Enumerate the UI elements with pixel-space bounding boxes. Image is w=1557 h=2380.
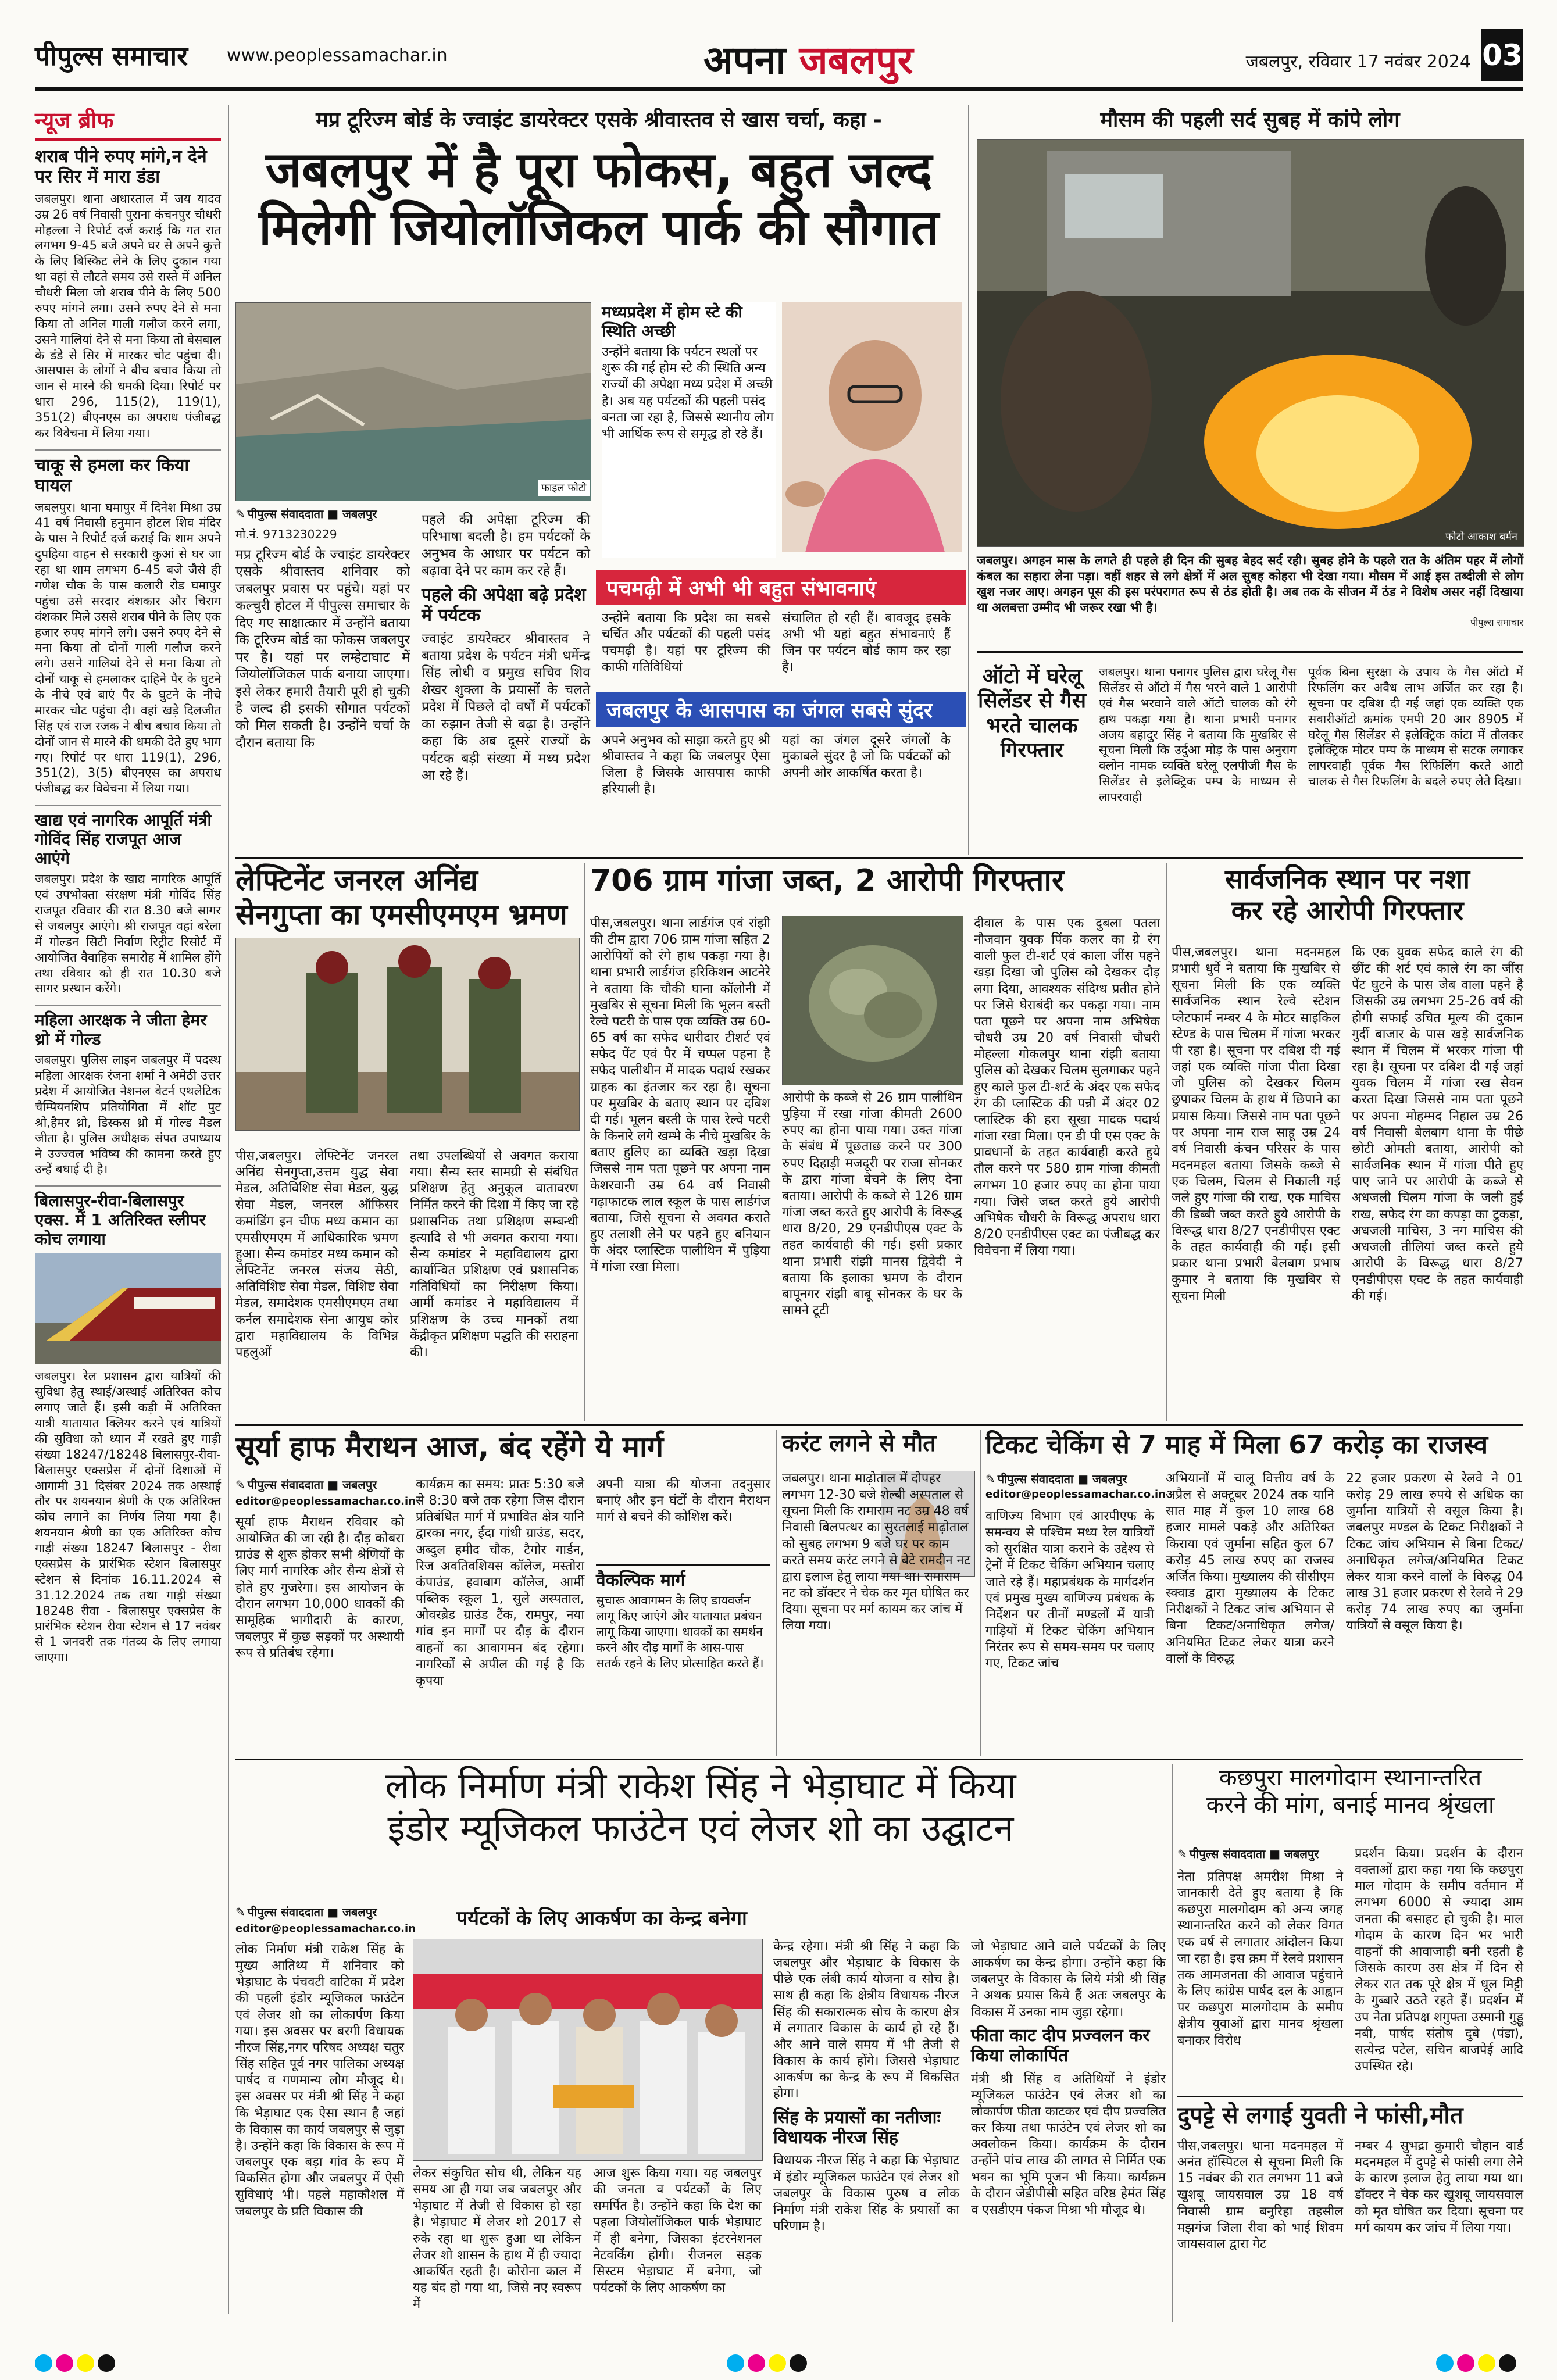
column-divider [776,1430,777,1756]
auto-gas-story [977,651,1523,850]
byline-name: पीपुल्स संवाददाता [1189,1847,1266,1861]
brief-body: जबलपुर। पुलिस लाइन जबलपुर में पदस्थ महिला आरक्षक रंजना शर्मा ने अमेठी उत्तर प्रदेश में आयोजित नेशनल वेटर्न एथलेटिक चैम्पियनशिप प्रतियोगिता में शॉट पुट श्रो,हैमर थ्रो, डिस्कस थ्रो में गोल्ड मैडल जीता है। पुलिस अधीक्षक संपत उपाध्याय ने उज्ज्वल भविष्य की कामना करते हुए उन्हें बधाई दी है। [35,1053,221,1177]
pen-icon: ✎ [985,1472,995,1486]
column-divider [1166,863,1167,1421]
army-story [235,863,578,1421]
fountain-col-4a: जो भेड़ाघाट आने वाले पर्यटकों के लिए आकर्षण का केन्द्र होगा। उन्होंने कहा कि जबलपुर के विकास के लिये मंत्री श्री सिंह ने अथक प्रयास किये हैं अतः जबलपुर के विकास में उनका नाम जुड़ा रहेगा। [971,1939,1166,2020]
photo-caption: फाइल फोटो [538,480,590,496]
ganja-col-3: दीवाल के पास एक दुबला पतला नौजवान युवक पिंक कलर का ग्रे रंग वाली फुल टी-शर्ट एवं काला जींस पहने खड़ा दिखा जो पुलिस को देखकर दौड़ लगा दिया, आवश्यक संदिग्ध प्रतीत होने पर जिसे घेराबंदी कर पकड़ा गया। नाम पता पूछने पर अपना नाम अभिषेक चौधरी उम्र 20 वर्ष निवासी चौधरी मोहल्ला गोकलपुर थाना रांझी बताया पुलिस को देखकर चिलम सुलगाकर पहने हुए काले फुल टी-शर्ट के अंदर एक सफेद रंग की प्लास्टिक की पन्नी में अंदर 02 प्लास्टिक की हरा सूखा मादक पदार्थ गांजा रखा मिला। एन डी पी एस एक्ट के प्रावधानों के तहत कार्यवाही करते हुये तौल करने पर 580 ग्राम गांजा कीमती लगभग 10 हजार रुपए का होना पाया गया। जिसे जब्त करते हुये आरोपी अभिषेक चौधरी के विरूद्ध अपराध धारा 8/20 एनडीपीएस एक्ट का पंजीबद्ध कर विवेचना में लिया गया। [974,916,1160,1259]
news-brief-label: न्यूज ब्रीफ [35,105,221,141]
army-col-2: तथा उपलब्धियों से अवगत कराया गया। सैन्य स्तर सामग्री से संबंधित प्रशिक्षण हेतु अनुकूल वातावरण निर्मित करने की दिशा में किए जा रहे प्रशासनिक तथा प्रशिक्षण सम्बन्धी इत्यादि से भी अवगत कराया गया। सैन्य कमांडर ने महाविद्यालय द्वारा कार्यान्वित प्रशिक्षण एवं प्रशासनिक गतिविधियों का निरीक्षण किया। आर्मी कमांडर ने महाविद्यालय में प्रशिक्षण के उच्च मानकों तथा केंद्रीकृत प्रशिक्षण पद्धति की सराहना की। [410,1149,578,1360]
kachhpura-col-1: नेता प्रतिपक्ष अमरीश मिश्रा ने जानकारी देते हुए बताया है कि कछपुरा मालगोदाम को अन्य जगह स्थानान्तरित करने को लेकर विगत एक वर्ष से लगातार आंदोलन किया जा रहा है। इस क्रम में रेलवे प्रशासन तक आमजनता की आवाज पहुंचाने के लिए कांग्रेस पार्षद दल के आह्वान पर कछपुरा मालगोदाम के समीप क्षेत्रीय युवाओं द्वारा मानव श्रृंखला बनाकर विरोध [1177,1870,1343,2048]
section-title-a: अपना [703,38,786,83]
pen-icon: ✎ [235,1905,245,1919]
lead-story [235,105,962,855]
alternate-route-body: सुचारू आवागमन के लिए डायवर्जन लागू किए जाएंगे और यातायात प्रबंधन लागू किया जाएगा। धावकों का समर्थन करने और दौड़ मार्गों के आस-पास सतर्क रहने के लिए प्रोत्साहित करते हैं। [596,1593,764,1670]
byline-name: पीपुल्स संवाददाता [247,507,324,521]
nasha-col-1: पीस,जबलपुर। थाना मदनमहल प्रभारी धुर्वे ने बताया कि मुखबिर से सूचना मिली कि एक व्यक्ति सार्वजनिक स्थान रेल्वे स्टेशन प्लेटफार्म नम्बर 4 के मोटर साइकिल स्टेण्ड के पास चिलम में गांजा भरकर पी रहा है। सूचना पर दबिश दी गई जहां एक व्यक्ति गांजा पीता दिखा जो पुलिस को देखकर चिलम छुपाकर चिलम के हाथ में छिपाने का प्रयास किया। जिससे नाम पता पूछने पर अपना नाम राज साहू उम्र 24 वर्ष निवासी कंचन परिसर के पास मदनमहल बताया जिसके कब्जे से एक चिलम, चिलम से निकाली गई जले हुए गांजा की राख, एक माचिस की डिब्बी जब्त करते हुये आरोपी के विरूद्ध धारा 8/27 एनडीपीएस एक्ट के तहत कार्यवाही की गई। इसी प्रकार थाना प्रभारी बेलबाग प्रभाष कुमार ने बताया कि मुखबिर से सूचना मिली [1172,945,1340,1304]
suicide-story [1177,2096,1523,2324]
nasha-title-1: सार्वजनिक स्थान पर नशा [1224,863,1470,895]
kachhpura-title-2: करने की मांग, बनाई मानव श्रृंखला [1206,1792,1495,1819]
bonfire-photo [977,139,1524,547]
byline-city: जबलपुर [342,1478,377,1492]
auto-gas-title: ऑटो में घरेलू सिलेंडर से गैस भरते चालक गिरफ्तार [977,664,1087,763]
print-registration-marks [727,2354,810,2374]
byline-name: पीपुल्स संवाददाता [247,1905,324,1919]
homestay-body: उन्होंने बताया कि पर्यटन स्थलों पर शुरू की गई होम स्टे की स्थिति अन्य राज्यों की अपेक्षा मध्य प्रदेश में अच्छी है। अब यह पर्यटकों की पहली पसंद बनता जा रहा है, जिससे स्थानीय लोग भी आर्थिक रूप से समृद्ध हो रहे हैं। [602,345,774,441]
fountain-title-2: इंडोर म्यूजिकल फाउंटेन एवं लेजर शो का उद्घाटन [387,1807,1014,1850]
nasha-title-2: कर रहे आरोपी गिरफ्तार [1231,895,1464,927]
column-divider [980,1430,981,1756]
section-title [703,33,913,85]
ticket-col-2: अभियानों में चालू वित्तीय वर्ष के अप्रैल से अक्टूबर 2024 तक यानि सात माह में कुल 10 लाख 68 हजार मामले पकड़े और अतिरिक्त किराया एवं जुर्माना सहित कुल 67 करोड़ 45 लाख रुपए का राजस्व अर्जित किया। मुख्यालय की सीसीएम स्क्वाड द्वारा मुख्यालय के टिकट निरीक्षकों ने टिकट जांच अभियान से बिना टिकट/अनाधिकृत लगेज/अनियमित टिकट लेकर यात्रा करने वालों के विरुद्ध [1166,1471,1334,1666]
brief-body: जबलपुर। थाना घमापुर में दिनेश मिश्रा उम्र 41 वर्ष निवासी हनुमान होटल शिव मंदिर के पास ने रिपोर्ट दर्ज कराई कि शाम अपने दुपहिया वाहन से सरकारी कुआं से घर जा रहा था शाम लगभग 6-45 बजे जैसे ही गणेश चौक के पास कलारी रोड घमापुर पहुंचा उसे सरदार वंशकार और चिराग वंशकार मिले उससे शराब पीने के लिए एक हजार रुपए मांगने लगे। उसने रुपए देने से मना किया तो दोनों गाली गलौज करने लगे। उसने गालियां देने से मना किया तो दोनों चाकू से हमलाकर दाहिने पैर के घुटने के नीचे एवं बाएं पैर के घुटने के नीचे मारकर चोट पहुंचा दी। वहां खड़े दिलजीत सिंह एवं राज रजक ने बीच बचाव किया तो दोनों जान से मारने की धमकी देते हुए भाग गए। रिपोर्ट पर धारा 119(1), 296, 351(2), 3(5) बीएनएस का अपराध पंजीबद्ध कर विवेचना में लिया गया। [35,500,221,796]
army-title-2: सेनगुप्ता का एमसीएमएम भ्रमण [235,898,567,931]
fountain-photo-caption: आज शुरू किया गया। यह जबलपुर की जनता व पर्यटकों के लिए समर्पित है। उन्होंने कहा कि देश का पहला जियोलॉजिकल पार्क भेड़ाघाट में ही बनेगा, जिसका इंटरनेशनल नेटवर्किंग होगी। रीजनल सड़क सिस्टम भेड़ाघाट में बनेगा, जो पर्यटकों के लिए आकर्षण का [593,2166,762,2296]
army-title-1: लेफ्टिनेंट जनरल अनिंद्य [235,863,478,897]
byline-city: जबलपुर [1092,1472,1127,1486]
winter-photo-credit: फोटो आकाश बर्मन [1445,531,1517,543]
yellow-mark-icon [77,2354,94,2372]
section-divider [235,857,1523,859]
column-divider [1172,1764,1173,2322]
brief-item [35,1005,221,1177]
pachmarhi-col-a: उन्होंने बताया कि प्रदेश का सबसे चर्चित और पर्यटकों की पहली पसंद पचमढ़ी है। यहां पर टूरिज्म की काफी गतिविधियां [602,611,770,675]
pen-icon: ✎ [235,507,245,521]
brief-item [35,1185,221,1666]
alternate-route-box [596,1564,770,1671]
brief-body: जबलपुर। रेल प्रशासन द्वारा यात्रियों की सुविधा हेतु स्थाई/अस्थाई अतिरिक्त कोच लगाए जाते हैं। इसी कड़ी में अतिरिक्त यात्री यातायात क्लियर करने एवं यात्रियों की सुविधा को ध्यान में रखते हुए गाड़ी संख्या 18247/18248 बिलासपुर-रीवा-बिलासपुर एक्सप्रेस में दोनों दिशाओं में आगामी 31 दिसंबर 2024 तक अस्थाई तौर पर शयनयान श्रेणी के एक अतिरिक्त कोच लगाने का निर्णय लिया गया है। शयनयान श्रेणी का एक अतिरिक्त कोच गाड़ी संख्या 18247 बिलासपुर - रीवा एक्सप्रेस के प्रारंभिक स्टेशन बिलासपुर स्टेशन से दिनांक 16.11.2024 से 31.12.2024 तक तथा गाड़ी संख्या 18248 रीवा - बिलासपुर एक्सप्रेस के प्रारंभिक स्टेशन रीवा स्टेशन से 17 नवंबर से 1 जनवरी तक गंतव्य के लिए लगाया जाएगा। [35,1369,221,1665]
fountain-story [235,1764,1166,2322]
yellow-mark-icon [1478,2354,1495,2372]
byline-city: जबलपुर [342,1905,377,1919]
suicide-title: दुपट्टे से लगाई युवती ने फांसी,मौत [1177,2102,1463,2129]
train-photo [35,1253,221,1364]
auto-gas-col-1: जबलपुर। थाना पनागर पुलिस द्वारा घरेलू गैस सिलेंडर से ऑटो में गैस भरने वाले 1 आरोपी एवं गैस भरवाने वाले ऑटो चालक को रंगे हाथ पकड़ा गया है। थाना प्रभारी पनागर अजय बहादुर सिंह ने बताया कि मुखबिर से सूचना मिली कि उर्दुआ मोड़ के पास अनुराग क्लोन नामक व्यक्ति घरेलू एलपीजी गैस के सिलेंडर से इलेक्ट्रिक पम्प के माध्यम से लापरवाही [1099,665,1297,804]
marathon-story [235,1430,770,1756]
current-title: करंट लगने से मौत [782,1430,936,1457]
brief-body: जबलपुर। थाना अधारताल में जय यादव उम्र 26 वर्ष निवासी पुराना कंचनपुर चौधरी मोहल्ला ने रिपोर्ट दर्ज कराई कि गत रात लगभग 9-45 बजे अपने घर से अपने कुत्ते के लिए बिस्किट लेने के लिए दुकान गया था वहां से लौटते समय उसे रास्ते में अनिल चौधरी मिला जो शराब पीने के लिए 500 रुपए मांगने लगा। उसने रुपए देने से मना किया तो अनिल गाली गलौज करने लगा, उसने गालियां देने से मना किया तो बेसबाल के डंडे से सिर में मारकर चोट पहुंचा दी। आसपास के लोगों ने बीच बचाव किया तो जान से मारने की धमकी दिया। रिपोर्ट पर धारा 296, 115(2), 119(1), 351(2) बीएनएस का अपराध पंजीबद्ध कर विवेचना में लिया गया। [35,191,221,440]
fountain-col-4 [971,1939,1166,2218]
byline-email[interactable]: editor@peoplessamachar.co.in [985,1488,1166,1500]
section-divider [235,1424,1523,1426]
suicide-col-2: नम्बर 4 सुभद्रा कुमारी चौहान वार्ड मदनमहल में दुपट्टे से फांसी लगा लेने के कारण इलाज हेतु लाया गया था। डॉक्टर ने चेक कर खुशबू जायसवाल को मृत घोषित कर दिया। सूचना पर मर्ग कायम कर जांच में लिया गया। [1355,2139,1523,2235]
print-registration-marks [35,2354,119,2374]
homestay-box [602,302,776,558]
byline: ✎ पीपुल्स संवाददाता ■ जबलपुर [235,507,377,521]
fountain-col-2: लेकर संकुचित सोच थी, लेकिन यह समय आ ही गया जब जबलपुर और भेड़ाघाट में तेजी से विकास हो रहा है। भेड़ाघाट में लेजर शो 2017 से रुके रहा था शुरू हुआ था लेकिन लेजर शो शासन के हाथ में ही ज्यादा आकर्षित रहती है। कोरोना काल में यह बंद हो गया था, जिसे नए स्वरूप में [413,2166,581,2312]
suicide-col-1: पीस,जबलपुर। थाना मदनमहल में अनंत हॉस्पिटल से सूचना मिली कि 15 नवंबर की रात लगभग 11 बजे खुशबू जायसवाल उम्र 18 वर्ष निवासी ग्राम बनुरिहा तहसील मझगंज जिला रीवा को भाई शिवम जायसवाल द्वारा गेट [1177,2139,1343,2252]
byline-name: पीपुल्स संवाददाता [997,1472,1074,1486]
marathon-col-3: अपनी यात्रा की योजना तदनुसार बनाएं और इन घंटों के दौरान मैराथन मार्ग से बचने की कोशिश करें। [596,1477,770,1525]
byline-city: जबलपुर [1284,1847,1319,1861]
jungle-band: जबलपुर के आसपास का जंगल सबसे सुंदर [596,692,966,727]
ganja-title: 706 ग्राम गांजा जब्त, 2 आरोपी गिरफ्तार [590,863,1065,898]
brand-logo: पीपुल्स समाचार [35,40,188,72]
marathon-col-2: कार्यक्रम का समय: प्रातः 5:30 बजे से 8:30 बजे तक रहेगा जिस दौरान प्रतिबंधित मार्ग में प्रभावित क्षेत्र यानि द्वारका नगर, ईदा गांधी ग्राउंड, सदर, अब्दुल हमीद चौक, टैगोर गार्डन, रिज अवतिवशियस कॉलेज, मस्तोरा कंपाउंड, हवाबाग कॉलेज, आर्मी पब्लिक स्कूल 1, सुले अस्पताल, ओवरब्रेड ग्राउंड टैंक, रामपुर, नया गांव इन मार्गों पर दौड़ के दौरान वाहनों का आवागमन बंद रहेगा। नागरिकों से अपील की गई है कि कृपया [416,1477,584,1688]
ganja-photo [782,916,963,1085]
nasha-story [1172,863,1523,1421]
alternate-route-title: वैकल्पिक मार्ग [596,1570,685,1591]
column-divider [968,105,969,855]
current-story [782,1430,974,1756]
magenta-mark-icon [1457,2354,1474,2372]
auto-gas-col-2: पूर्वक बिना सुरक्षा के उपाय के गैस ऑटो में रिफलिंग कर अवैध लाभ अर्जित कर रहा है। सूचना पर दबिश दी गई जहां एक व्यक्ति एक सवारीऑटो क्रमांक एमपी 20 आर 8905 में घरेलू गैस सिलेंडर से इलेक्ट्रिक कांटा में तौलकर इलेक्ट्रिक मोटर पम्प के माध्यम से सटक लगाकर लापरवाही पूर्वक गैस रिफिलिंग करते आटो चालक से गैस रिफलिंग के बदले रुपए लेते दिखा। [1308,665,1523,789]
black-mark-icon [790,2354,807,2372]
section-title-b: जबलपुर [799,38,913,83]
current-body: जबलपुर। थाना माढ़ोताल में दोपहर लगभग 12-30 बजे शेल्बी अस्पताल से सूचना मिली कि रामाराम नट उम्र 48 वर्ष निवासी बिलपत्थर का सुरतलाई माढ़ोताल को सुबह लगभग 9 बजे घर पर काम करते समय करंट लगने से बेटे रामदीन नट द्वारा इलाज हेतु लाया गया था। रामाराम नट को डॉक्टर ने चेक कर मृत घोषित कर दिया। सूचना पर मर्ग कायम कर जांच में लिया गया। [782,1471,970,1634]
lead-col-2 [422,512,590,784]
byline: ✎ पीपुल्स संवाददाता ■ जबलपुर [235,1478,377,1492]
byline-email[interactable]: editor@peoplessamachar.co.in [235,1922,416,1935]
fountain-title-1: लोक निर्माण मंत्री राकेश सिंह ने भेड़ाघाट में किया [385,1764,1016,1807]
marathon-title: सूर्या हाफ मैराथन आज, बंद रहेंगे ये मार्ग [235,1430,664,1464]
pachmarhi-col-b: संचालित हो रही हैं। बावजूद इसके अभी भी यहां बहुत संभावनाएं हैं जिन पर पर्यटन बोर्ड काम कर रहा है। [782,611,951,675]
homestay-title: मध्यप्रदेश में होम स्टे की स्थिति अच्छी [602,302,742,341]
column-divider [228,105,229,2314]
pachmarhi-band: पचमढ़ी में अभी भी बहुत संभावनाएं [596,570,966,605]
bhedaghat-photo [235,302,591,501]
fountain-subhead-2: सिंह के प्रयासों का नतीजाः विधायक नीरज सिंह [773,2107,941,2148]
kachhpura-title-1: कछपुरा मालगोदाम स्थानान्तरित [1219,1764,1482,1791]
cyan-mark-icon [727,2354,744,2372]
byline-city: जबलपुर [342,507,377,521]
issue-date: जबलपुर, रविवार 17 नवंबर 2024 [1245,52,1471,72]
fountain-col-4b: मंत्री श्री सिंह व अतिथियों ने इंडोर म्यूजिकल फाउंटेन एवं लेजर शो का लोकार्पण फीता काटकर एवं दीप प्रज्वलित कर किया तथा फाउंटेन एवं लेजर शो का अवलोकन किया। कार्यक्रम के दौरान उन्होंने पांच लाख की लागत से निर्मित एक भवन का भूमि पूजन भी किया। कार्यक्रम के दौरान जेडीपीसी सहित वरिष्ठ हेमंत सिंह व एसडीएम पंकज मिश्रा भी मौजूद थे। [971,2071,1166,2217]
reporter-phone: मो.नं. 9713230229 [235,527,337,541]
jungle-col-a: अपने अनुभव को साझा करते हुए श्री श्रीवास्तव ने कहा कि जबलपुर ऐसा जिला है जिसके आसपास काफी हरियाली है। [602,733,770,797]
official-portrait [782,302,962,552]
kachhpura-story [1177,1764,1523,2090]
ganja-col-2: आरोपी के कब्जे से 26 ग्राम पालीथिन पुड़िया में रखा गांजा कीमती 2600 रुपए का होना पाया गया। उक्त गांजा के संबंध में पूछताछ करने पर 300 रुपए दिहाड़ी मजदूरी पर राजा सोनकर के द्वारा गांजा बेचने के लिए देना बताया। आरोपी के कब्जे से 126 ग्राम गांजा जब्त करते हुए आरोपी के विरूद्ध धारा 8/20, 29 एनडीपीएस एक्ट के तहत कार्यवाही की गई। इसी प्रकार थाना प्रभारी रांझी मानस द्विवेदी ने बताया कि इलाका भ्रमण के दौरान बापूनगर रांझी बाबू सोनकर के घर के सामने टूटी [782,1091,962,1318]
brief-title: चाकू से हमला कर किया घायल [35,455,190,496]
section-divider [235,1759,1523,1760]
lead-kicker: मप्र टूरिज्म बोर्ड के ज्वाइंट डायरेक्टर एसके श्रीवास्तव से खास चर्चा, कहा - [316,108,882,132]
marathon-col-1: सूर्या हाफ मैराथन रविवार को आयोजित की जा रही है। दौड़ कोबरा ग्राउंड से शुरू होकर सभी श्रेणियों के लिए मार्ग नागरिक और सैन्य क्षेत्रों से होते हुए गुजरेगा। इस आयोजन के दौरान लगभग 10,000 धावकों की सामूहिक भागीदारी के कारण, जबलपुर में कुछ सड़कों पर अस्थायी रूप से प्रतिबंध रहेगा। [235,1515,404,1661]
brief-body: जबलपुर। प्रदेश के खाद्य नागरिक आपूर्ति एवं उपभोक्ता संरक्षण मंत्री गोविंद सिंह राजपूत रविवार की रात 8.30 बजे सागर से जबलपुर आएंगे। श्री राजपूत वहां बरेला में गोल्डन सिटी निर्वाण रिट्रीट रिसोर्ट में आयोजित वैवाहिक समारोह में शामिल होंगे तथा रविवार को ही रात 10.30 बजे सागर प्रस्थान करेंगे। [35,872,221,996]
brief-title: महिला आरक्षक ने जीता हेमर थ्रो में गोल्ड [35,1010,207,1049]
site-url[interactable]: www.peoplessamachar.in [227,45,448,66]
brief-item [35,146,221,441]
kachhpura-col-2: प्रदर्शन किया। प्रदर्शन के दौरान वक्ताओं द्वारा कहा गया कि कछपुरा माल गोदाम के समीप वर्तमान में लगभग 6000 से ज्यादा आम जनता की बसाहट हो चुकी है। माल गोदाम के कारण दिन भर भारी वाहनों की आवाजाही बनी रहती है जिसके कारण उस क्षेत्र में दिन से लेकर रात तक पूरे क्षेत्र में धूल मिट्टी के गुब्बारे उठते रहते हैं। प्रदर्शन में उप नेता प्रतिपक्ष शगुफ्ता उस्मानी गुड्डू नबी, पार्षद संतोष दुबे (पंडा), सत्येन्द्र पटेल, सचिन बाजपेई आदि उपस्थित रहे। [1355,1846,1523,2074]
brief-item [35,805,221,996]
byline-name: पीपुल्स संवाददाता [247,1478,324,1492]
byline-email[interactable]: editor@peoplessamachar.co.in [235,1495,416,1507]
army-photo [235,938,580,1131]
brief-title: बिलासपुर-रीवा-बिलासपुर एक्स. में 1 अतिरिक्त स्लीपर कोच लगाया [35,1191,206,1249]
cyan-mark-icon [35,2354,52,2372]
ticket-story [985,1430,1523,1756]
brief-item [35,449,221,796]
news-brief-column [35,105,221,2314]
page-number: 03 [1481,29,1523,81]
winter-credit: पीपुल्स समाचार [1470,616,1523,628]
magenta-mark-icon [748,2354,765,2372]
fountain-subhead: पर्यटकों के लिए आकर्षण का केन्द्र बनेगा [456,1907,747,1930]
pen-icon: ✎ [235,1478,245,1492]
lead-subhead: पहले की अपेक्षा बढ़े प्रदेश में पर्यटक [422,584,586,626]
winter-title: मौसम की पहली सर्द सुबह में कांपे लोग [1100,108,1400,132]
pen-icon: ✎ [1177,1847,1187,1861]
winter-caption: जबलपुर। अगहन मास के लगते ही पहले ही दिन की सुबह बेहद सर्द रही। सुबह होने के पहले रात के अंतिम पहर में लोगों कंबल का सहारा लेना पड़ा। वहीं शहर से लगे क्षेत्रों में अल सुबह कोहरा भी देखा गया। मौसम में आई इस तब्दीली से लोग खुश नजर आए। अगहन पूस की इस परंपरागत रूप से ठंड होती है। अब तक के सीजन में ठंड ने विशेष असर नहीं दिखाया था अलबत्ता उम्मीद भी जरूर रखा भी है। [977,553,1523,614]
army-col-1: पीस,जबलपुर। लेफ्टिनेंट जनरल अनिंद्य सेनगुप्ता,उत्तम युद्ध सेवा मेडल, अतिविशिष्ट सेवा मेडल, युद्ध सेवा मेडल, जनरल ऑफिसर कमांडिंग इन चीफ मध्य कमान का एमसीएमएम में आधिकारिक भ्रमण हुआ। सैन्य कमांडर मध्य कमान को लेफ्टिनेंट जनरल संजय सेठी, अतिविशिष्ट सेवा मेडल, विशिष्ट सेवा मेडल, समादेशक एमसीएमएम तथा कर्नल समादेशक सेना आयुध कोर द्वारा महाविद्यालय के विभिन्न पहलुओं [235,1149,398,1360]
byline: ✎ पीपुल्स संवाददाता ■ जबलपुर [1177,1847,1319,1861]
winter-story [977,105,1523,855]
ganja-col-1: पीस,जबलपुर। थाना लार्डगंज एवं रांझी की टीम द्वारा 706 ग्राम गांजा सहित 2 आरोपियों को रंगे हाथ पकड़ा गया है। थाना प्रभारी लार्डगंज हरिकिशन आटनेरे ने बताया कि चौकी घाना कॉलोनी में मुखबिर से सूचना मिली कि भूलन बस्ती रेल्वे पटरी के पास एक व्यक्ति उम्र 60-65 वर्ष का सफेद धारीदार टीशर्ट एवं सफेद पेंट एवं पैर में चप्पल पहना है सफेद पालीथीन में मादक पदार्थ रखकर ग्राहक का इंतजार कर रहा है। सूचना पर मुखबिर के बताए स्थान पर दबिश दी गई। भूलन बस्ती के पास रेल्वे पटरी के किनारे लगे खम्भे के नीचे मुखबिर के बताए हुलिए का व्यक्ति खड़ा दिखा जिससे नाम पता पूछने पर अपना नाम केशरवानी उम्र 64 वर्ष निवासी गढ़ाफाटक लाल स्कूल के पास लार्डगंज बताया, जिसे सूचना से अवगत कराते हुए तलाशी लेने पर पहने हुए बनियान के अंदर प्लास्टिक पालीथिन में पुड़िया में गांजा रखा मिला। [590,916,770,1275]
fountain-photo [413,1939,763,2161]
column-divider [584,863,585,1421]
black-mark-icon [1499,2354,1516,2372]
lead-col-2b: ज्वाइंट डायरेक्टर श्रीवास्तव ने बताया प्रदेश के पर्यटन मंत्री धर्मेन्द्र सिंह लोधी व प्रमुख सचिव शिव शेखर शुक्ला के प्रयासों के चलते प्रदेश में पिछले दो वर्षों में पर्यटकों का रुझान तेजी से बढ़ा है। उन्होंने कहा कि अब दूसरे राज्यों के पर्यटक बड़ी संख्या में मध्य प्रदेश आ रहे हैं। [422,631,590,784]
print-registration-marks [1436,2354,1520,2374]
fountain-col-3a: केन्द्र रहेगा। मंत्री श्री सिंह ने कहा कि जबलपुर और भेड़ाघाट के विकास के पीछे एक लंबी कार्य योजना व सोच है। साथ ही कहा कि क्षेत्रीय विधायक नीरज सिंह की सकारात्मक सोच के कारण क्षेत्र में लगातार विकास के कार्य हो रहे हैं। और आने वाले समय में भी तेजी से विकास के कार्य होंगे। जिससे भेड़ाघाट आकर्षण का केन्द्र के रूप में विकसित होगा। [773,1939,959,2102]
cyan-mark-icon [1436,2354,1454,2372]
magenta-mark-icon [56,2354,73,2372]
byline: ✎ पीपुल्स संवाददाता ■ जबलपुर [235,1905,377,1919]
fountain-col-1: लोक निर्माण मंत्री राकेश सिंह के मुख्य आतिथ्य में शनिवार को भेड़ाघाट के पंचवटी वाटिका में प्रदेश की पहली इंडोर म्यूजिकल फाउंटेन एवं लेजर शो का लोकार्पण किया गया। इस अवसर पर बरगी विधायक नीरज सिंह,नगर परिषद अध्यक्ष चतुर सिंह सहित पूर्व नगर पालिका अध्यक्ष पार्षद व गणमान्य लोग मौजूद थे। इस अवसर पर मंत्री श्री सिंह ने कहा कि भेड़ाघाट एक ऐसा स्थान है जहां के विकास का कार्य जबलपुर से जुड़ा है। उन्होंने कहा कि विकास के रूप में जबलपुर एक बड़ा गांव के रूप में विकसित होगा और जबलपुर में ऐसी सुविधाएं भी। पहले महाकौशल में जबलपुर के प्रति विकास की [235,1942,404,2219]
ganja-story [590,863,1160,1421]
lead-col-2a: पहले की अपेक्षा टूरिज्म की परिभाषा बदली है। हम पर्यटकों के अनुभव के आधार पर पर्यटन को बढ़ावा देने पर काम कर रहे हैं। [422,512,590,579]
byline: ✎ पीपुल्स संवाददाता ■ जबलपुर [985,1472,1127,1486]
fountain-col-3 [773,1939,959,2235]
lead-headline-2: मिलेगी जियोलॉजिकल पार्क की सौगात [259,199,939,256]
black-mark-icon [98,2354,115,2372]
ticket-col-3: 22 हजार प्रकरण से रेलवे ने 01 करोड़ 29 लाख रुपये से अधिक का जुर्माना यात्रियों से वसूल किया है। जबलपुर मण्डल के टिकट निरीक्षकों ने टिकट जांच अभियान से बिना टिकट/अनाधिकृत लगेज/अनियमित टिकट लेकर यात्रा करने वालों के विरुद्ध 04 लाख 31 हजार प्रकरण से रेलवे ने 29 करोड़ 74 लाख रुपए का जुर्माना यात्रियों से वसूल किया है। [1346,1471,1523,1634]
ticket-title: टिकट चेकिंग से 7 माह में मिला 67 करोड़ का राजस्व [985,1430,1488,1460]
brief-title: शराब पीने रुपए मांगे,न देने पर सिर में मारा डंडा [35,146,207,188]
lead-col-1: मप्र टूरिज्म बोर्ड के ज्वाइंट डायरेक्टर एसके श्रीवास्तव शनिवार को जबलपुर प्रवास पर पहुंचे। यहां पर कल्चुरी होटल में पीपुल्स समाचार के दिए गए साक्षात्कार में उन्होंने बताया कि टूरिज्म बोर्ड का फोकस जबलपुर पर है। यहां पर लम्हेटाघाट में जियोलॉजिकल पार्क बनाया जाएगा। इसे लेकर हमारी तैयारी पूरी हो चुकी है जल्द ही इसकी सौगात पर्यटकों को मिल सकती है। उन्होंने चर्चा के दौरान बताया कि [235,547,410,751]
nasha-col-2: कि एक युवक सफेद काले रंग की छींट की शर्ट एवं काले रंग का जींस पेंट घुटने के पास जेब वाला पहने है जिसकी उम्र लगभग 25-26 वर्ष की होगी सफाई उचित मूल्य की दुकान गुर्दी बाजार के पास खड़े सार्वजनिक स्थान में चिलम में भरकर गांजा पी रहा है। सूचना पर दबिश दी गई जहां युवक चिलम में गांजा रख सेवन करता दिखा जिससे नाम पता पूछने पर अपना मोहम्मद निहाल उम्र 26 वर्ष निवासी बेलबाग थाना के पीछे छोटी ओमती बताया, आरोपी को सार्वजनिक स्थान में गांजा पीते हुए पाए जाने पर आरोपी के कब्जे से अधजली चिलम गांजा के जली हुई राख, सफेद रंग का कपड़ा का टुकड़ा, अधजली माचिस, 3 नग माचिस की अधजली तीलियां जब्त करते हुये आरोपी के विरूद्ध धारा 8/27 एनडीपीएस एक्ट के तहत कार्यवाही की गई। [1352,945,1523,1304]
brief-title: खाद्य एवं नागरिक आपूर्ति मंत्री गोविंद सिंह राजपूत आज आएंगे [35,810,212,869]
ticket-col-1: वाणिज्य विभाग एवं आरपीएफ के समन्वय से पश्चिम मध्य रेल यात्रियों को सुरक्षित यात्रा कराने के उद्देश्य से ट्रेनों में टिकट चेकिंग अभियान चलाए जाते रहे हैं। महाप्रबंधक के मार्गदर्शन एवं प्रमुख मुख्य वाणिज्य प्रबंधक के निर्देशन पर तीनों मण्डलों में यात्री गाड़ियों में टिकट चेकिंग अभियान निरंतर रूप से समय-समय पर चलाए गए, टिकट जांच [985,1509,1154,1671]
fountain-col-3b: विधायक नीरज सिंह ने कहा कि भेड़ाघाट में इंडोर म्यूजिकल फाउंटेन एवं लेजर शो जबलपुर के विकास पुरुष व लोक निर्माण मंत्री राकेश सिंह के प्रयासों का परिणाम है। [773,2153,959,2234]
yellow-mark-icon [769,2354,786,2372]
lead-headline-1: जबलपुर में है पूरा फोकस, बहुत जल्द [265,141,933,198]
jungle-col-b: यहां का जंगल दूसरे जंगलों के मुकाबले सुंदर है जो कि पर्यटकों को अपनी ओर आकर्षित करता है। [782,733,951,781]
masthead [35,29,1523,91]
fountain-subhead-3: फीता काट दीप प्रज्वलन कर किया लोकार्पित [971,2025,1150,2067]
